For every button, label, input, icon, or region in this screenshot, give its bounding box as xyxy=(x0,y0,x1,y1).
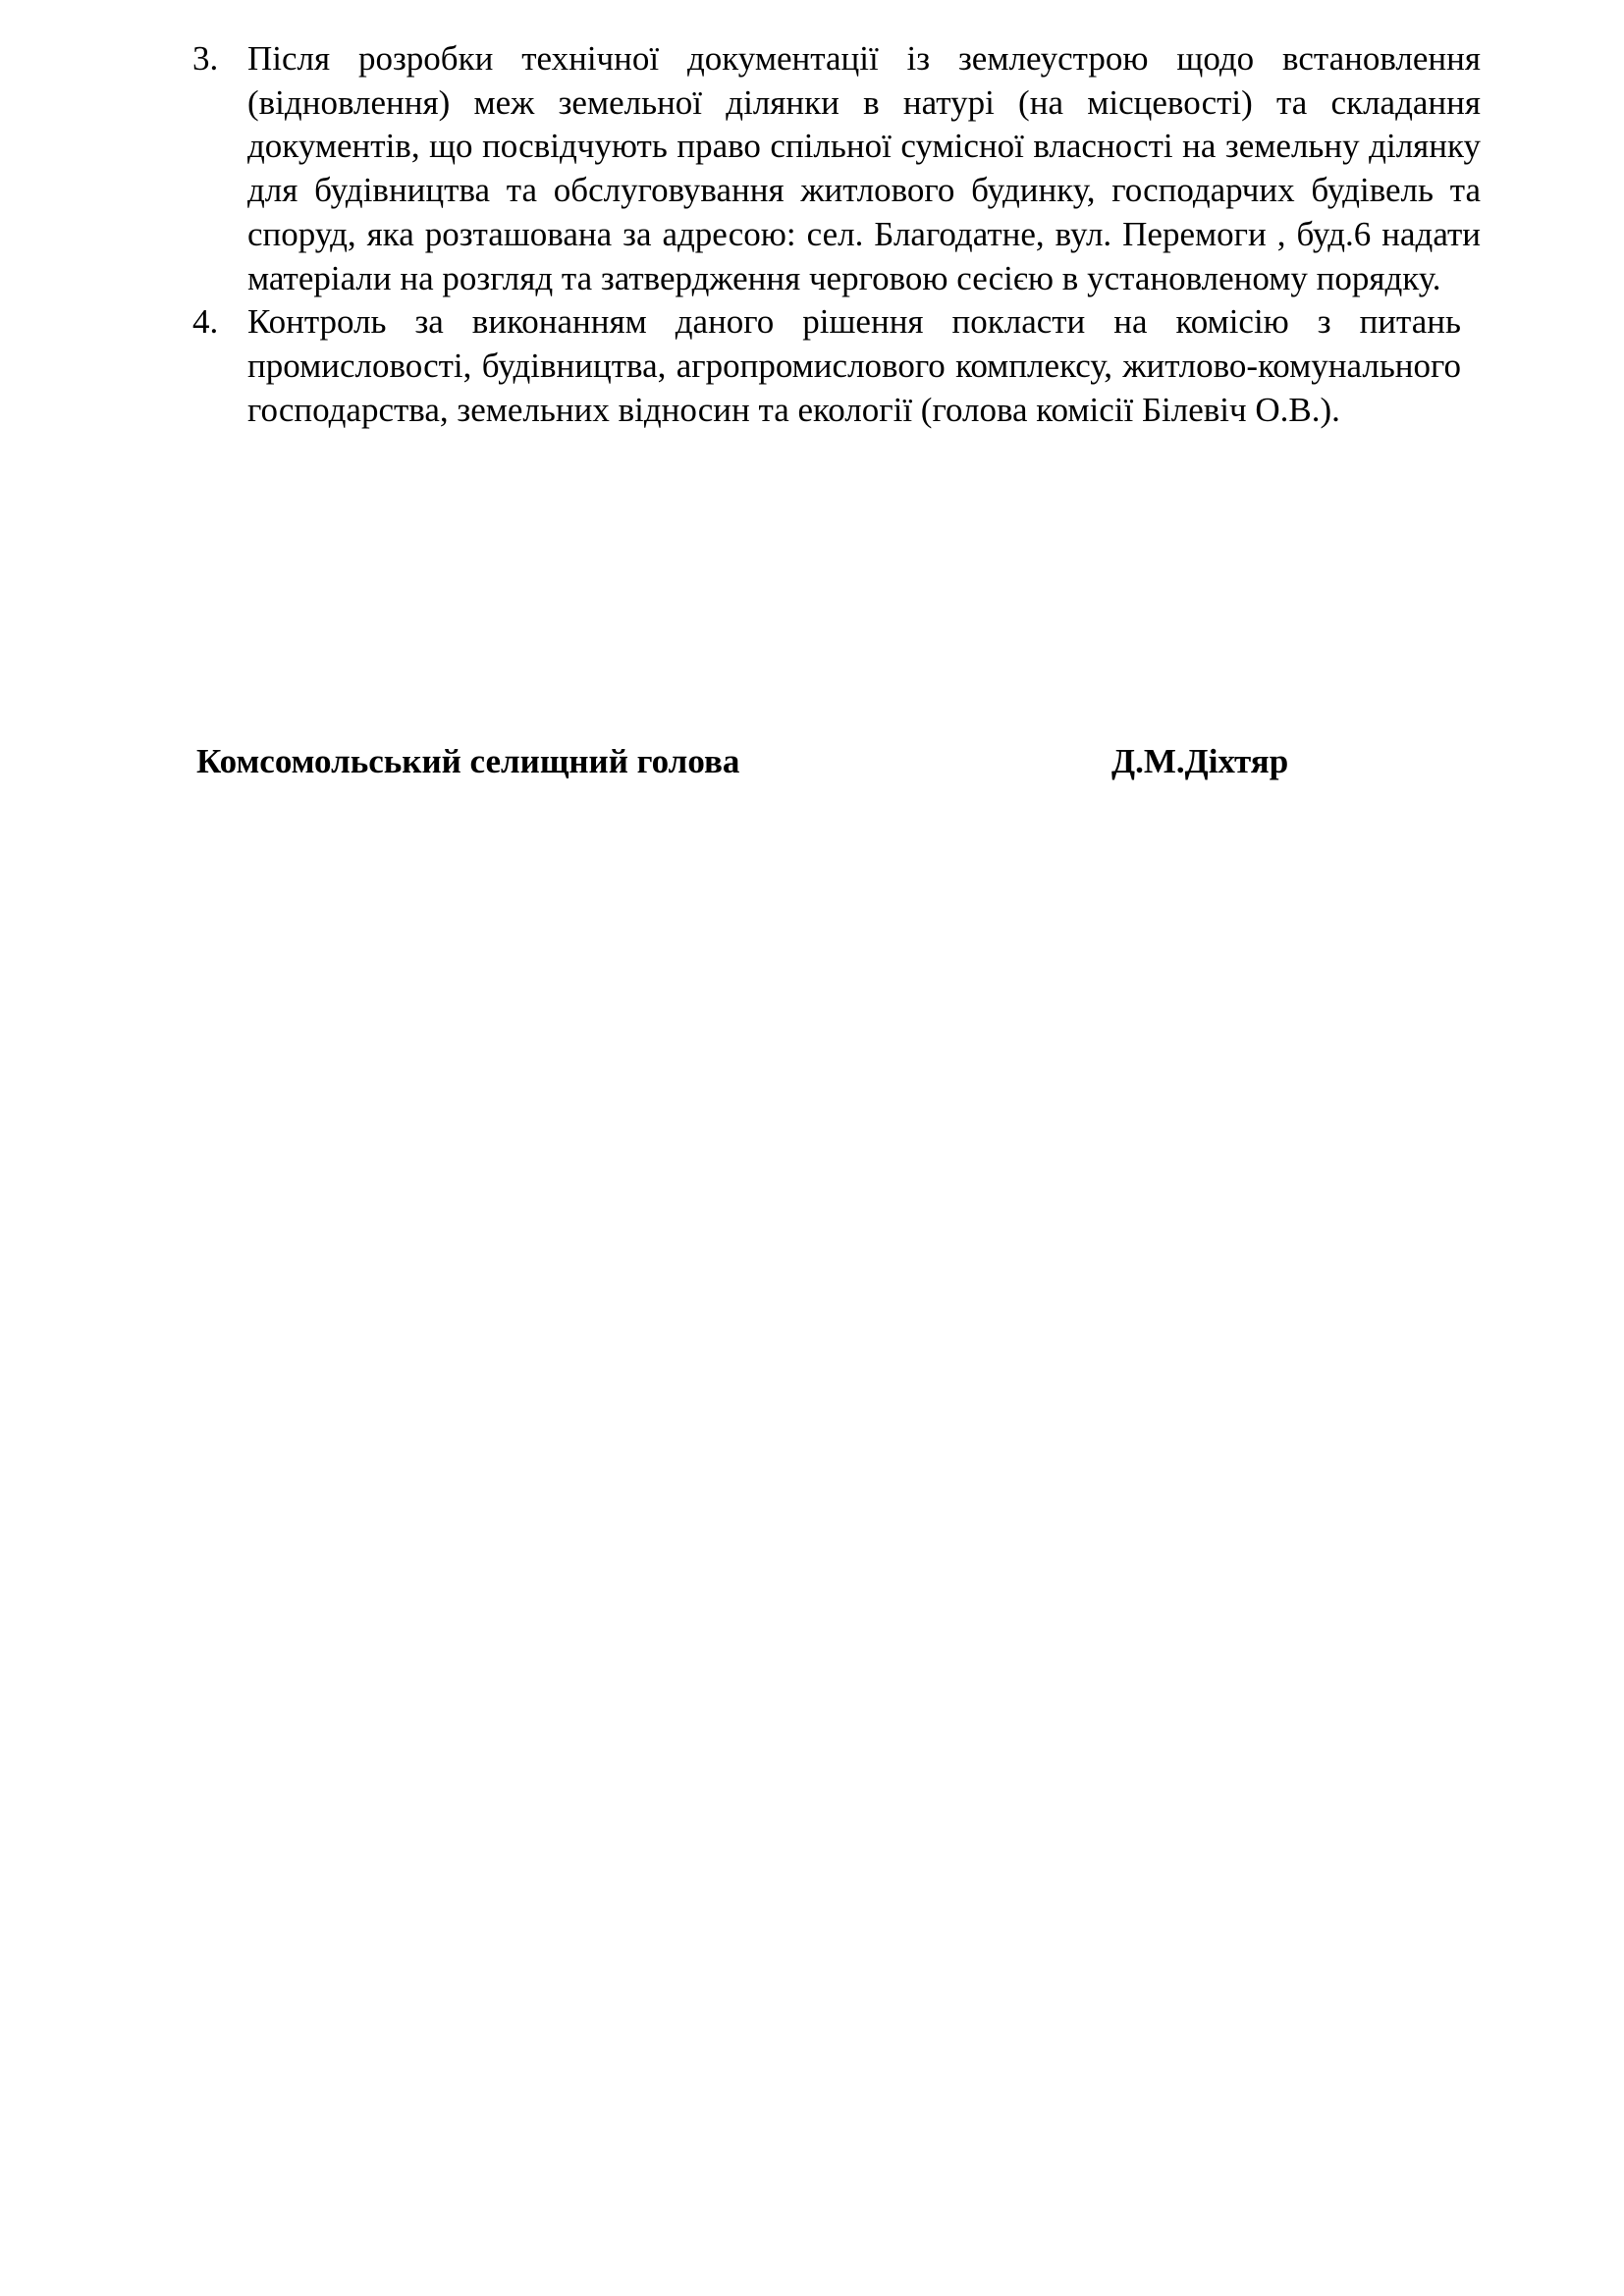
signature-block xyxy=(196,739,1375,784)
item-text: Після розробки технічної документації із землеустрою щодо встановлення (відновлення) меж земельної ділянки в натурі (на місцевості) та складання документів, що посвідчують право спільної сумісної власності на земельну ділянку для будівництва та обслуговування житлового будинку, господарчих будівель та споруд, яка розташована за адресою: сел. Благодатне, вул. Перемоги , буд.6 надати матеріали на розгляд та затвердження черговою сесією в установленому порядку. xyxy=(247,39,1481,297)
list-item xyxy=(192,300,1481,432)
signature-title: Комсомольський селищний голова xyxy=(196,742,740,780)
list-item xyxy=(192,37,1481,300)
item-number: 4. xyxy=(192,302,219,342)
item-number: 3. xyxy=(192,39,219,78)
decision-list xyxy=(192,37,1481,432)
item-text: Контроль за виконанням даного рішення покласти на комісію з питань промисловості, будівництва, агропромислового комплексу, житлово-комунального господарства, земельних відносин та екології (голова комісії Білевіч О.В.). xyxy=(247,302,1461,429)
signature-name: Д.М.Діхтяр xyxy=(1111,742,1289,780)
